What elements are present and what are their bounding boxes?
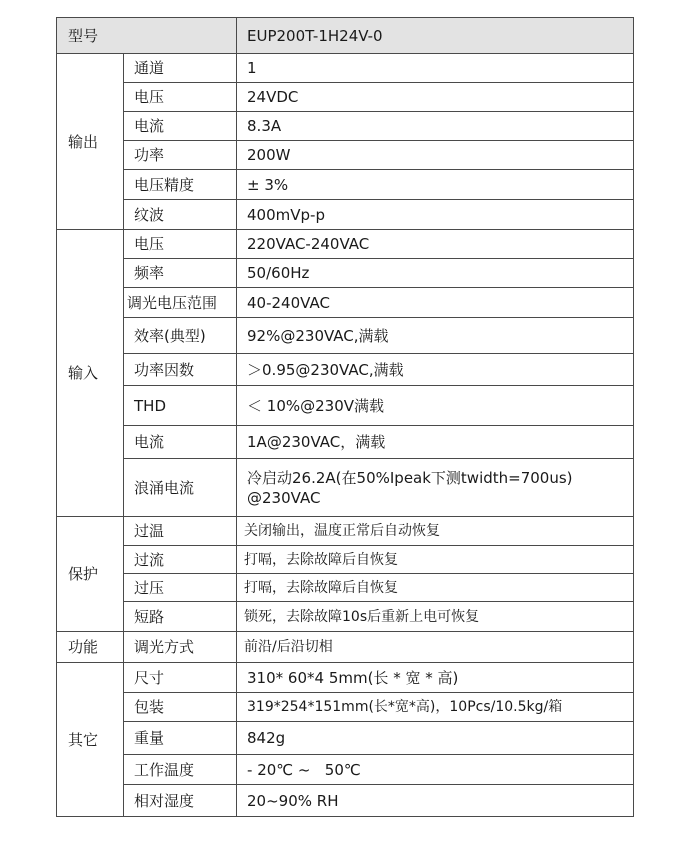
model-value: EUP200T-1H24V-0 [237,18,634,54]
spec-key: 包装 [124,693,237,722]
spec-value: 8.3A [237,112,634,141]
table-row [57,83,634,112]
spec-value: 50/60Hz [237,259,634,288]
table-row [57,354,634,386]
spec-value: ＜ 10%@230V满载 [237,386,634,426]
table-row [57,259,634,288]
table-row [57,632,634,663]
spec-key: 工作温度 [124,755,237,785]
table-row [57,112,634,141]
spec-key: 纹波 [124,200,237,230]
spec-value: 关闭输出，温度正常后自动恢复 [237,517,634,546]
spec-value: 220VAC-240VAC [237,230,634,259]
table-row [57,722,634,755]
spec-key: 相对湿度 [124,785,237,817]
spec-key: 过温 [124,517,237,546]
spec-value: 319*254*151mm(长*宽*高)，10Pcs/10.5kg/箱 [237,693,634,722]
spec-value: 1 [237,54,634,83]
spec-table [56,17,634,817]
spec-value: 842g [237,722,634,755]
spec-key: 电压 [124,230,237,259]
spec-value: 1A@230VAC，满载 [237,426,634,459]
spec-value: 92%@230VAC,满载 [237,318,634,354]
spec-value: 20~90% RH [237,785,634,817]
spec-value: 冷启动26.2A(在50%Ipeak下测twidth=700us) @230VAC [237,459,634,517]
model-label: 型号 [57,18,237,54]
table-row [57,755,634,785]
spec-value: 40-240VAC [237,288,634,318]
table-row [57,288,634,318]
spec-value: 打嗝，去除故障后自恢复 [237,546,634,574]
spec-key: 短路 [124,602,237,632]
table-row [57,141,634,170]
spec-key: THD [124,386,237,426]
table-row [57,517,634,546]
spec-value: 前沿/后沿切相 [237,632,634,663]
table-row [57,170,634,200]
table-row [57,546,634,574]
spec-key: 重量 [124,722,237,755]
spec-key: 电压 [124,83,237,112]
table-row [57,318,634,354]
section-label-other: 其它 [57,663,124,817]
table-row [57,386,634,426]
spec-value: 400mVp-p [237,200,634,230]
table-row [57,230,634,259]
spec-key: 尺寸 [124,663,237,693]
spec-value: 锁死，去除故障10s后重新上电可恢复 [237,602,634,632]
table-row [57,200,634,230]
spec-key: 电压精度 [124,170,237,200]
spec-key: 浪涌电流 [124,459,237,517]
spec-key: 通道 [124,54,237,83]
model-row [57,18,634,54]
spec-key: 功率 [124,141,237,170]
table-row [57,663,634,693]
spec-value: 310* 60*4 5mm(长 * 宽 * 高) [237,663,634,693]
section-label-input: 输入 [57,230,124,517]
spec-key: 电流 [124,112,237,141]
section-label-function: 功能 [57,632,124,663]
spec-key: 过压 [124,574,237,602]
table-row [57,785,634,817]
table-row [57,54,634,83]
section-label-protection: 保护 [57,517,124,632]
spec-value: 24VDC [237,83,634,112]
table-row [57,426,634,459]
spec-value: 打嗝，去除故障后自恢复 [237,574,634,602]
spec-key: 效率(典型) [124,318,237,354]
spec-value: - 20℃ ~ 50℃ [237,755,634,785]
spec-key: 频率 [124,259,237,288]
spec-key: 功率因数 [124,354,237,386]
table-row [57,459,634,517]
spec-key: 电流 [124,426,237,459]
spec-key: 过流 [124,546,237,574]
spec-key: 调光方式 [124,632,237,663]
spec-value: ± 3% [237,170,634,200]
spec-key: 调光电压范围 [124,288,237,318]
section-label-output: 输出 [57,54,124,230]
table-row [57,574,634,602]
spec-value: 200W [237,141,634,170]
table-row [57,602,634,632]
spec-value: ＞0.95@230VAC,满载 [237,354,634,386]
table-row [57,693,634,722]
